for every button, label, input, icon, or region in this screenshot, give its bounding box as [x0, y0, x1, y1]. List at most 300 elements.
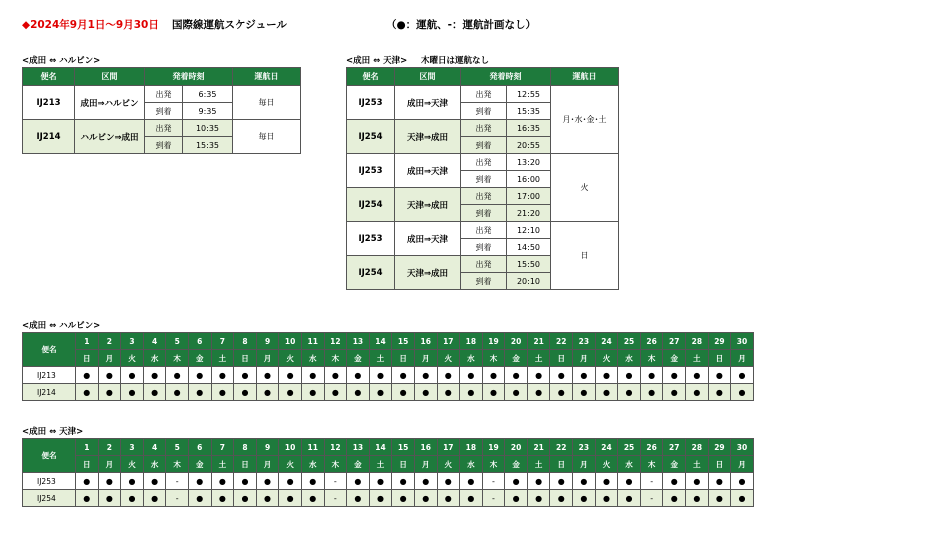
date-header: 20: [505, 333, 528, 350]
departure-time: 12:10: [507, 222, 551, 239]
weekday-header: 日: [550, 350, 573, 367]
operation-mark: ●: [347, 384, 370, 401]
date-header: 12: [324, 439, 347, 456]
operation-mark: ●: [234, 490, 257, 507]
date-header: 20: [505, 439, 528, 456]
legend-note: （●：運航、-：運航計画なし）: [386, 19, 537, 31]
col-header-flight: 便名: [23, 439, 76, 473]
operating-days: 日: [551, 222, 619, 290]
weekday-header: 土: [686, 456, 709, 473]
date-header: 5: [166, 333, 189, 350]
operation-mark: ●: [482, 384, 505, 401]
operation-mark: ●: [392, 473, 415, 490]
operation-mark: ●: [143, 473, 166, 490]
operation-mark: ●: [573, 473, 596, 490]
flight-number: IJ253: [23, 473, 76, 490]
route: ハルビン⇒成田: [75, 120, 145, 154]
operation-mark: ●: [663, 367, 686, 384]
operation-mark: ●: [234, 367, 257, 384]
weekday-header: 日: [708, 456, 731, 473]
operation-mark: -: [482, 473, 505, 490]
date-header: 9: [256, 333, 279, 350]
date-header: 26: [640, 333, 663, 350]
date-header: 15: [392, 439, 415, 456]
route: 天津⇒成田: [395, 188, 461, 222]
weekday-header: 木: [640, 456, 663, 473]
tianjin-section-label: <成田 ⇔ 天津>: [346, 56, 408, 66]
operation-mark: ●: [369, 490, 392, 507]
operation-mark: ●: [188, 367, 211, 384]
date-header: 1: [76, 439, 99, 456]
operation-mark: ●: [686, 384, 709, 401]
operation-mark: ●: [143, 490, 166, 507]
flight-number: IJ254: [347, 256, 395, 290]
weekday-header: 木: [640, 350, 663, 367]
weekday-header: 月: [573, 350, 596, 367]
operation-mark: ●: [595, 384, 618, 401]
date-header: 23: [573, 333, 596, 350]
arrival-label: 到着: [461, 171, 507, 188]
operation-mark: ●: [347, 473, 370, 490]
weekday-header: 月: [731, 456, 754, 473]
operation-mark: ●: [731, 490, 754, 507]
col-header-flight: 便名: [23, 333, 76, 367]
route: 天津⇒成田: [395, 120, 461, 154]
operation-mark: ●: [121, 367, 144, 384]
operation-mark: ●: [301, 490, 324, 507]
operation-mark: ●: [76, 473, 99, 490]
arrival-label: 到着: [145, 103, 183, 120]
date-header: 3: [121, 333, 144, 350]
operation-mark: ●: [324, 384, 347, 401]
operation-mark: ●: [392, 384, 415, 401]
operation-mark: ●: [121, 490, 144, 507]
weekday-header: 水: [618, 456, 641, 473]
operation-mark: ●: [143, 384, 166, 401]
arrival-label: 到着: [145, 137, 183, 154]
date-header: 27: [663, 333, 686, 350]
date-header: 30: [731, 333, 754, 350]
operation-mark: ●: [663, 384, 686, 401]
operation-mark: ●: [301, 473, 324, 490]
col-header-days: 運航日: [233, 68, 301, 86]
operation-mark: ●: [369, 367, 392, 384]
operation-mark: ●: [527, 367, 550, 384]
weekday-header: 木: [482, 350, 505, 367]
weekday-header: 金: [663, 456, 686, 473]
operating-days: 毎日: [233, 86, 301, 120]
weekday-header: 木: [324, 350, 347, 367]
operation-mark: ●: [550, 384, 573, 401]
operation-mark: ●: [301, 367, 324, 384]
operation-mark: ●: [76, 384, 99, 401]
operation-mark: ●: [98, 367, 121, 384]
date-header: 10: [279, 333, 302, 350]
date-header: 11: [301, 439, 324, 456]
tianjin-calendar-label: <成田 ⇔ 天津>: [22, 427, 84, 437]
date-header: 11: [301, 333, 324, 350]
date-header: 12: [324, 333, 347, 350]
operation-mark: ●: [731, 367, 754, 384]
operation-mark: ●: [211, 384, 234, 401]
flight-number: IJ214: [23, 120, 75, 154]
weekday-header: 火: [595, 350, 618, 367]
operation-mark: -: [640, 473, 663, 490]
flight-number: IJ253: [347, 154, 395, 188]
weekday-header: 木: [166, 456, 189, 473]
route: 成田⇒天津: [395, 86, 461, 120]
operation-mark: ●: [686, 473, 709, 490]
date-header: 16: [414, 439, 437, 456]
page-title: 国際線運航スケジュール: [172, 19, 287, 31]
date-header: 30: [731, 439, 754, 456]
weekday-header: 月: [98, 350, 121, 367]
date-header: 28: [686, 333, 709, 350]
operation-mark: ●: [301, 384, 324, 401]
weekday-header: 水: [618, 350, 641, 367]
route: 天津⇒成田: [395, 256, 461, 290]
weekday-header: 月: [414, 350, 437, 367]
date-header: 6: [188, 439, 211, 456]
flight-number: IJ214: [23, 384, 76, 401]
weekday-header: 火: [121, 456, 144, 473]
operation-mark: ●: [663, 490, 686, 507]
harbin-calendar-label: <成田 ⇔ ハルビン>: [22, 321, 101, 331]
weekday-header: 火: [437, 456, 460, 473]
departure-label: 出発: [461, 188, 507, 205]
weekday-header: 土: [369, 350, 392, 367]
operation-mark: ●: [437, 367, 460, 384]
weekday-header: 月: [414, 456, 437, 473]
operation-mark: ●: [211, 473, 234, 490]
schedule-period: ◆2024年9月1日～9月30日: [22, 19, 159, 31]
departure-label: 出発: [145, 120, 183, 137]
operation-mark: ●: [527, 384, 550, 401]
operation-mark: -: [166, 473, 189, 490]
operation-mark: ●: [166, 384, 189, 401]
flight-number: IJ253: [347, 222, 395, 256]
operation-mark: ●: [98, 384, 121, 401]
operation-mark: ●: [256, 384, 279, 401]
operation-mark: ●: [731, 473, 754, 490]
date-header: 10: [279, 439, 302, 456]
operation-mark: ●: [211, 490, 234, 507]
operation-mark: ●: [279, 384, 302, 401]
operation-mark: ●: [640, 367, 663, 384]
operation-mark: ●: [256, 367, 279, 384]
flight-number: IJ254: [347, 188, 395, 222]
weekday-header: 土: [686, 350, 709, 367]
weekday-header: 日: [550, 456, 573, 473]
arrival-label: 到着: [461, 103, 507, 120]
operation-mark: ●: [618, 473, 641, 490]
date-header: 19: [482, 439, 505, 456]
operation-mark: -: [640, 490, 663, 507]
departure-time: 15:50: [507, 256, 551, 273]
weekday-header: 日: [76, 350, 99, 367]
operation-mark: -: [324, 473, 347, 490]
date-header: 3: [121, 439, 144, 456]
departure-time: 16:35: [507, 120, 551, 137]
weekday-header: 水: [301, 350, 324, 367]
weekday-header: 木: [324, 456, 347, 473]
date-header: 15: [392, 333, 415, 350]
col-header-flight: 便名: [23, 68, 75, 86]
flight-number: IJ213: [23, 367, 76, 384]
weekday-header: 火: [595, 456, 618, 473]
operation-mark: ●: [437, 490, 460, 507]
date-header: 2: [98, 439, 121, 456]
arrival-time: 20:10: [507, 273, 551, 290]
weekday-header: 水: [143, 456, 166, 473]
operation-mark: ●: [279, 473, 302, 490]
date-header: 2: [98, 333, 121, 350]
date-header: 8: [234, 439, 257, 456]
weekday-header: 月: [731, 350, 754, 367]
date-header: 19: [482, 333, 505, 350]
operation-mark: ●: [414, 473, 437, 490]
operation-mark: ●: [392, 367, 415, 384]
weekday-header: 月: [256, 350, 279, 367]
operation-mark: ●: [550, 490, 573, 507]
operation-mark: ●: [76, 490, 99, 507]
operation-mark: ●: [121, 473, 144, 490]
operation-mark: ●: [686, 367, 709, 384]
flight-number: IJ254: [23, 490, 76, 507]
tianjin-note: 木曜日は運航なし: [421, 56, 490, 66]
weekday-header: 日: [392, 350, 415, 367]
operation-mark: ●: [324, 367, 347, 384]
operation-mark: ●: [256, 473, 279, 490]
weekday-header: 金: [347, 350, 370, 367]
operation-mark: ●: [188, 490, 211, 507]
flight-number: IJ253: [347, 86, 395, 120]
operation-mark: ●: [414, 367, 437, 384]
weekday-header: 月: [256, 456, 279, 473]
tianjin-calendar-table: [22, 438, 754, 507]
operation-mark: ●: [708, 384, 731, 401]
operation-mark: ●: [166, 367, 189, 384]
operation-mark: ●: [369, 473, 392, 490]
route: 成田⇒ハルビン: [75, 86, 145, 120]
operation-mark: ●: [708, 473, 731, 490]
operation-mark: ●: [347, 490, 370, 507]
col-header-route: 区間: [75, 68, 145, 86]
operation-mark: ●: [369, 384, 392, 401]
date-header: 25: [618, 333, 641, 350]
date-header: 13: [347, 333, 370, 350]
date-header: 21: [527, 333, 550, 350]
date-header: 27: [663, 439, 686, 456]
operation-mark: ●: [460, 384, 483, 401]
operation-mark: ●: [234, 473, 257, 490]
route: 成田⇒天津: [395, 222, 461, 256]
departure-label: 出発: [461, 256, 507, 273]
operation-mark: ●: [505, 367, 528, 384]
arrival-time: 15:35: [507, 103, 551, 120]
operation-mark: ●: [573, 490, 596, 507]
operation-mark: ●: [188, 384, 211, 401]
operation-mark: ●: [98, 473, 121, 490]
operation-mark: ●: [211, 367, 234, 384]
weekday-header: 日: [708, 350, 731, 367]
tianjin-schedule-table: [346, 67, 619, 290]
weekday-header: 土: [527, 456, 550, 473]
operation-mark: ●: [76, 367, 99, 384]
operation-mark: ●: [618, 367, 641, 384]
date-header: 7: [211, 333, 234, 350]
weekday-header: 水: [301, 456, 324, 473]
date-header: 6: [188, 333, 211, 350]
date-header: 29: [708, 439, 731, 456]
operation-mark: ●: [121, 384, 144, 401]
departure-time: 6:35: [183, 86, 233, 103]
harbin-schedule-table: [22, 67, 301, 154]
operation-mark: ●: [505, 384, 528, 401]
operation-mark: ●: [686, 490, 709, 507]
departure-time: 10:35: [183, 120, 233, 137]
departure-label: 出発: [461, 86, 507, 103]
col-header-days: 運航日: [551, 68, 619, 86]
col-header-times: 発着時刻: [461, 68, 551, 86]
weekday-header: 月: [98, 456, 121, 473]
departure-label: 出発: [461, 222, 507, 239]
arrival-label: 到着: [461, 273, 507, 290]
arrival-time: 15:35: [183, 137, 233, 154]
operation-mark: ●: [618, 490, 641, 507]
operation-mark: ●: [505, 490, 528, 507]
weekday-header: 火: [279, 350, 302, 367]
date-header: 9: [256, 439, 279, 456]
weekday-header: 金: [663, 350, 686, 367]
operation-mark: ●: [98, 490, 121, 507]
weekday-header: 水: [143, 350, 166, 367]
operation-mark: ●: [618, 384, 641, 401]
operation-mark: ●: [550, 473, 573, 490]
harbin-calendar-table: [22, 332, 754, 401]
operation-mark: ●: [731, 384, 754, 401]
operation-mark: ●: [573, 367, 596, 384]
departure-label: 出発: [145, 86, 183, 103]
operation-mark: ●: [392, 490, 415, 507]
weekday-header: 木: [166, 350, 189, 367]
arrival-label: 到着: [461, 205, 507, 222]
date-header: 16: [414, 333, 437, 350]
arrival-time: 14:50: [507, 239, 551, 256]
departure-time: 17:00: [507, 188, 551, 205]
weekday-header: 水: [460, 350, 483, 367]
operation-mark: ●: [256, 490, 279, 507]
arrival-time: 9:35: [183, 103, 233, 120]
operating-days: 毎日: [233, 120, 301, 154]
date-header: 14: [369, 439, 392, 456]
weekday-header: 金: [188, 350, 211, 367]
date-header: 4: [143, 333, 166, 350]
operation-mark: ●: [573, 384, 596, 401]
weekday-header: 土: [527, 350, 550, 367]
weekday-header: 日: [76, 456, 99, 473]
operation-mark: ●: [414, 490, 437, 507]
operation-mark: ●: [437, 384, 460, 401]
date-header: 22: [550, 439, 573, 456]
operation-mark: ●: [347, 367, 370, 384]
operation-mark: ●: [188, 473, 211, 490]
weekday-header: 金: [347, 456, 370, 473]
operation-mark: ●: [414, 384, 437, 401]
operation-mark: ●: [663, 473, 686, 490]
weekday-header: 金: [505, 350, 528, 367]
operation-mark: ●: [708, 367, 731, 384]
departure-time: 13:20: [507, 154, 551, 171]
operation-mark: ●: [482, 367, 505, 384]
col-header-route: 区間: [395, 68, 461, 86]
date-header: 7: [211, 439, 234, 456]
date-header: 26: [640, 439, 663, 456]
operating-days: 火: [551, 154, 619, 222]
col-header-flight: 便名: [347, 68, 395, 86]
operation-mark: ●: [595, 473, 618, 490]
operation-mark: ●: [640, 384, 663, 401]
arrival-time: 20:55: [507, 137, 551, 154]
weekday-header: 日: [234, 350, 257, 367]
weekday-header: 日: [234, 456, 257, 473]
date-header: 29: [708, 333, 731, 350]
date-header: 1: [76, 333, 99, 350]
weekday-header: 火: [121, 350, 144, 367]
operation-mark: -: [166, 490, 189, 507]
operation-mark: ●: [527, 490, 550, 507]
harbin-section-label: <成田 ⇔ ハルビン>: [22, 56, 101, 66]
operation-mark: ●: [550, 367, 573, 384]
weekday-header: 木: [482, 456, 505, 473]
weekday-header: 火: [279, 456, 302, 473]
date-header: 8: [234, 333, 257, 350]
weekday-header: 金: [188, 456, 211, 473]
weekday-header: 日: [392, 456, 415, 473]
operation-mark: ●: [505, 473, 528, 490]
date-header: 18: [460, 439, 483, 456]
weekday-header: 土: [369, 456, 392, 473]
flight-number: IJ213: [23, 86, 75, 120]
date-header: 17: [437, 333, 460, 350]
departure-label: 出発: [461, 120, 507, 137]
operation-mark: -: [482, 490, 505, 507]
weekday-header: 金: [505, 456, 528, 473]
date-header: 5: [166, 439, 189, 456]
route: 成田⇒天津: [395, 154, 461, 188]
weekday-header: 水: [460, 456, 483, 473]
date-header: 21: [527, 439, 550, 456]
operation-mark: ●: [595, 490, 618, 507]
weekday-header: 火: [437, 350, 460, 367]
date-header: 23: [573, 439, 596, 456]
weekday-header: 土: [211, 456, 234, 473]
arrival-label: 到着: [461, 239, 507, 256]
operation-mark: ●: [460, 490, 483, 507]
date-header: 22: [550, 333, 573, 350]
operation-mark: ●: [279, 490, 302, 507]
arrival-time: 16:00: [507, 171, 551, 188]
date-header: 24: [595, 333, 618, 350]
date-header: 18: [460, 333, 483, 350]
operation-mark: ●: [595, 367, 618, 384]
arrival-time: 21:20: [507, 205, 551, 222]
operation-mark: ●: [279, 367, 302, 384]
operation-mark: ●: [234, 384, 257, 401]
operation-mark: ●: [527, 473, 550, 490]
operating-days: 月･水･金･土: [551, 86, 619, 154]
date-header: 4: [143, 439, 166, 456]
